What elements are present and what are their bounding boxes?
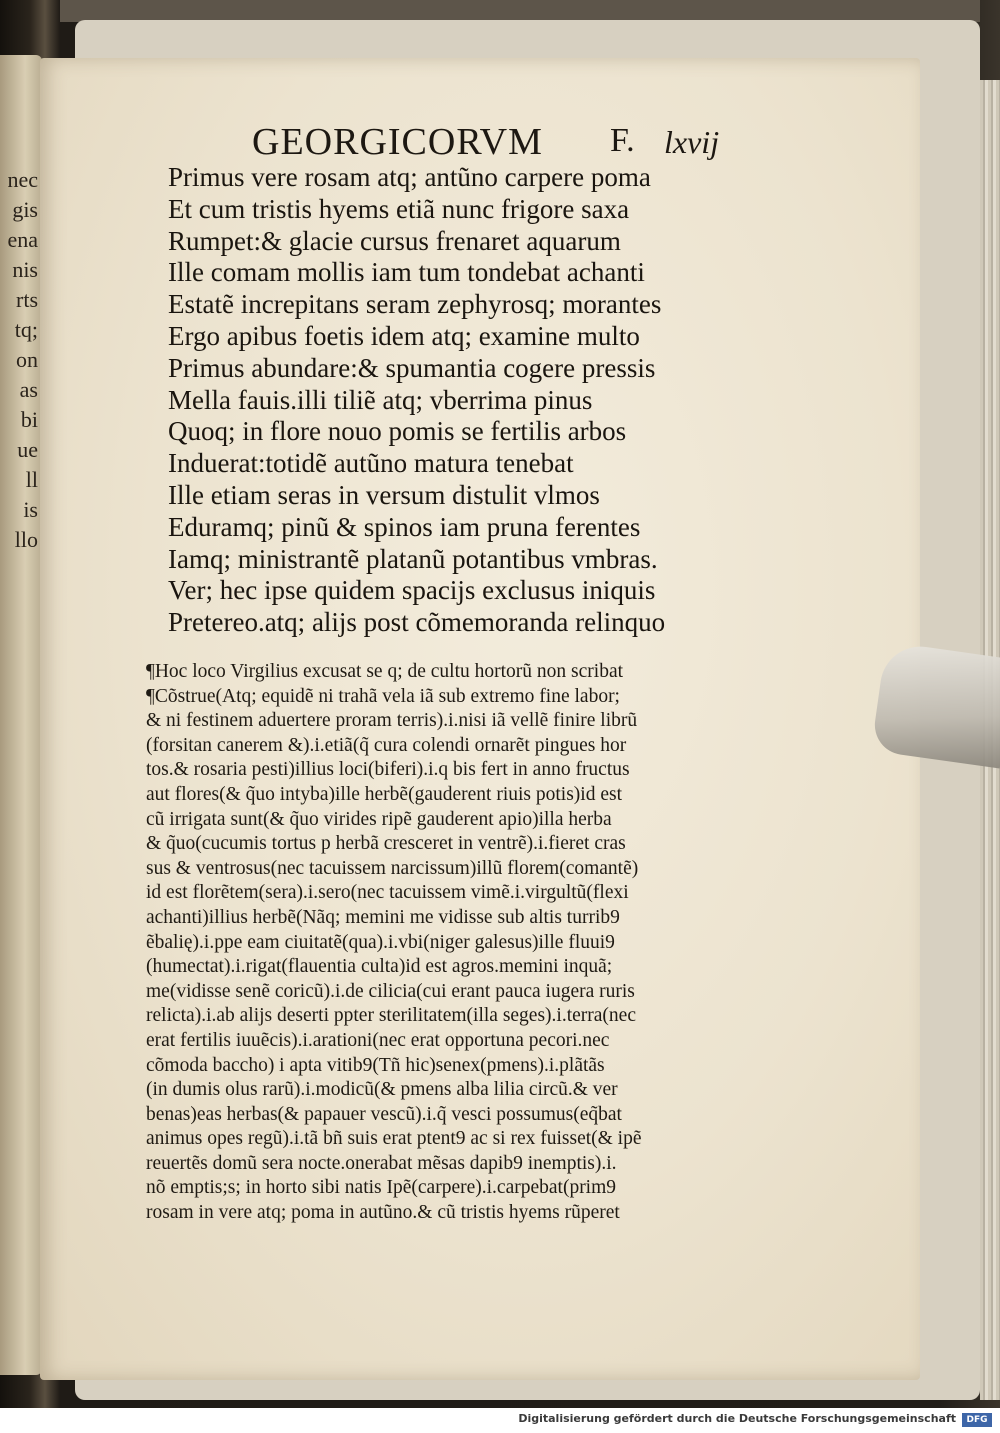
verse-line: Rumpet:& glacie cursus frenaret aquarum [168,225,621,256]
verse-line: Induerat:totidẽ autũno matura tenebat [168,448,574,479]
footer-bar [0,1408,1000,1433]
commentary-line: relicta).i.ab alijs deserti ppter sterilitatem(illa seges).i.terra(nec [146,1005,636,1027]
folio-letter: F. [610,122,635,159]
left-fragment: llo [14,527,38,552]
commentary-line: (in dumis olus rarũ).i.modicũ(& pmens alba lilia circũ.& ver [146,1079,618,1101]
page-clip-tab [871,641,1000,768]
commentary-line: ¶Hoc loco Virgilius excusat se q; de cultu hortorũ non scribat [146,661,624,682]
page-title: GEORGICORVM [252,121,543,163]
commentary-line: & q̃uo(cucumis tortus p herbã cresceret in ventrẽ).i.fieret cras [146,833,626,855]
left-fragment: gis [12,197,38,222]
commentary-line: rosam in vere atq; poma in autũno.& cũ tristis hyems rũperet [146,1202,620,1224]
verse-line: Ergo apibus foetis idem atq; examine multo [168,320,640,351]
verse-line: Et cum tristis hyems etiã nunc frigore saxa [168,193,630,224]
commentary-line: animus opes regũ).i.tã bñ suis erat ptent9 ac si rex fuisset(& ipẽ [146,1128,642,1150]
commentary-line: & ni festinem aduertere proram terris).i.nisi iã vellẽ finire librũ [146,710,638,732]
left-fragment: tq; [14,317,38,342]
commentary-line: reuertẽs domũ sera nocte.onerabat mẽsas dapib9 inemptis).i. [146,1152,617,1174]
verse-line: Pretereo.atq; alijs post cõmemoranda relinquo [168,607,666,638]
commentary-line: ¶Cõstrue(Atq; equidẽ ni trahã vela iã sub extremo fine labor; [146,685,620,707]
commentary-line: ẽbalię).i.ppe eam ciuitatẽ(qua).i.vbi(niger galesus)ille fluui9 [146,931,615,953]
left-fragment: nec [7,167,38,192]
left-fragment: bi [20,407,38,432]
commentary-line: sus & ventrosus(nec tacuissem narcissum)illũ florem(comantẽ) [146,857,639,879]
commentary-line: me(vidisse senẽ coricũ).i.de cilicia(cui erant pauca iugera ruris [146,980,635,1002]
commentary-line: benas)eas herbas(& papauer vescũ).i.q̃ vesci possumus(eq̃bat [146,1103,622,1125]
commentary-block [146,660,771,1226]
commentary-line: nõ emptis;s; in horto sibi natis Ipẽ(carpere).i.carpebat(prim9 [146,1177,617,1199]
commentary-line: erat fertilis iuuẽcis).i.arationi(nec erat opportuna pecori.nec [146,1029,610,1051]
commentary-line: (humectat).i.rigat(flauentia culta)id est agros.memini inquã; [146,956,613,978]
folio-number: lxvij [664,124,720,160]
verse-line: Estatẽ increpitans seram zephyrosq; morantes [168,289,662,320]
commentary-line: achanti)illius herbẽ(Nãq; memini me vidisse sub altis turrib9 [146,906,620,928]
book-top-edge [60,0,980,22]
funding-credit: Digitalisierung gefördert durch die Deutsche Forschungsgemeinschaft [518,1412,956,1425]
left-fragment: is [23,497,38,522]
verse-line: Primus vere rosam atq; antũno carpere poma [168,162,651,192]
verse-line: Eduramq; pinũ & spinos iam pruna ferentes [168,511,641,542]
verse-line: Ver; hec ipse quidem spacijs exclusus iniquis [168,575,656,606]
left-fragment: on [16,347,38,372]
left-fragment: nis [12,257,38,282]
verse-line: Ille comam mollis iam tum tondebat achanti [168,257,645,288]
verse-line: Quoq; in flore nouo pomis se fertilis arbos [168,416,627,447]
left-page-edge [0,55,42,1375]
verse-line: Primus abundare:& spumantia cogere pressis [168,352,656,383]
left-fragment: as [19,377,38,402]
left-fragment: ll [25,467,38,492]
left-fragment: ena [7,227,38,252]
commentary-line: cõmoda baccho) i apta vitib9(Tñ hic)senex(pmens).i.plãtãs [146,1054,605,1076]
left-page-fragments [2,165,38,555]
left-fragment: ue [17,437,38,462]
left-fragment: rts [16,287,38,312]
commentary-line: aut flores(& q̃uo intyba)ille herbẽ(gauderent riuis potis)id est [146,783,622,805]
verse-line: Mella fauis.illi tiliẽ atq; vberrima pinus [168,384,593,415]
verse-line: Iamq; ministrantẽ platanũ potantibus vmbras. [168,543,658,574]
commentary-line: (forsitan canerem &).i.etiã(q̃ cura colendi ornarẽt pingues hor [146,734,627,756]
commentary-line: cũ irrigata sunt(& q̃uo virides ripẽ gauderent apio)illa herba [146,808,612,830]
verse-line: Ille etiam seras in versum distulit vlmos [168,479,600,510]
dfg-logo-icon: DFG [962,1413,992,1427]
commentary-line: tos.& rosaria pesti)illius loci(biferi).i.q bis fert in anno fructus [146,759,630,781]
verse-block [168,162,783,639]
commentary-line: id est florẽtem(sera).i.sero(nec tacuissem vimẽ.i.virgultũ(flexi [146,882,629,904]
